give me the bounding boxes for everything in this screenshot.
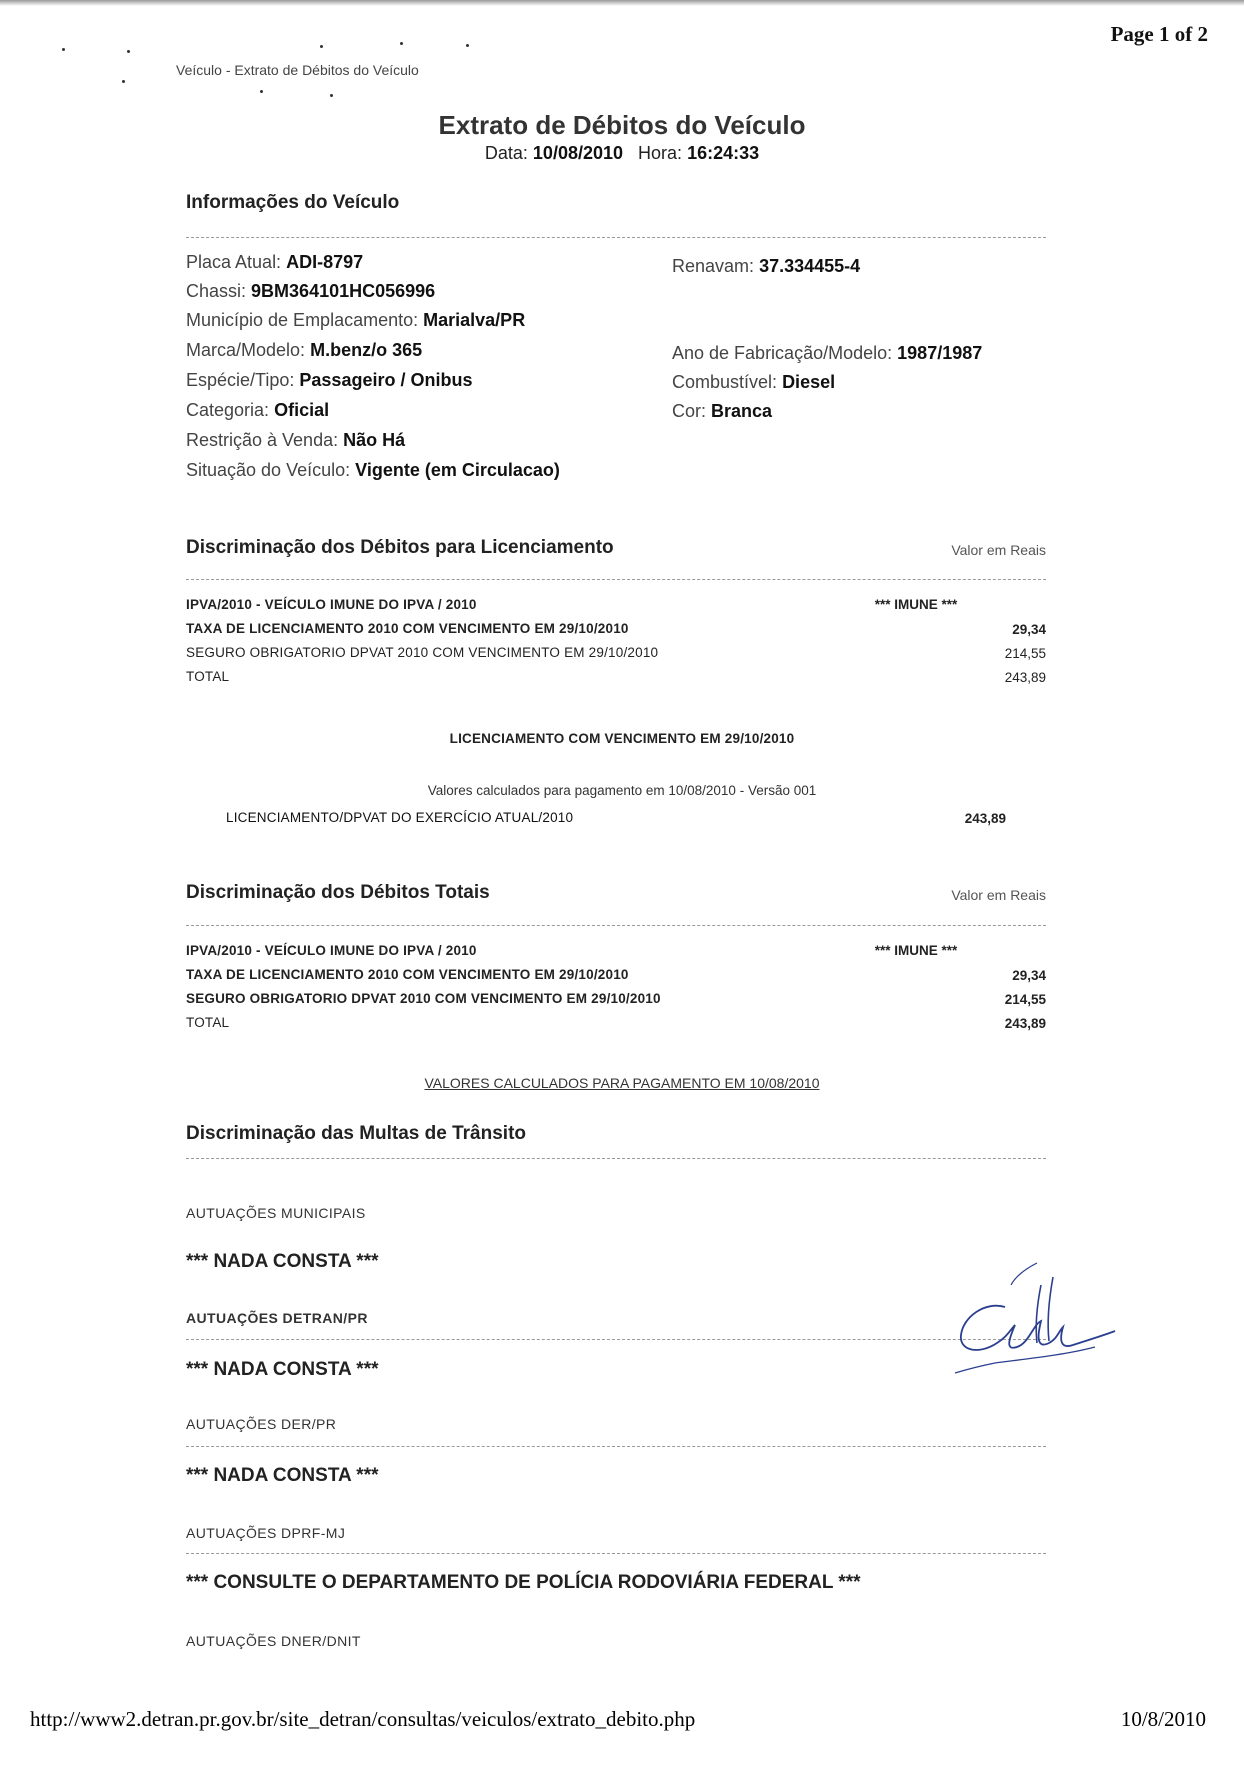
debit-row-value: 29,34 [1012,622,1046,637]
fines-group-status: *** NADA CONSTA *** [186,1465,379,1486]
debit-row-value: 214,55 [1004,992,1046,1007]
debit-row-desc: IPVA/2010 - VEÍCULO IMUNE DO IPVA / 2010 [186,597,477,612]
debit-row-desc: SEGURO OBRIGATORIO DPVAT 2010 COM VENCIMENTO EM 29/10/2010 [186,645,659,660]
licensing-section-title: Discriminação dos Débitos para Licenciamento [186,537,614,558]
vehicle-field-fuel: Combustível: Diesel [672,372,836,392]
divider [186,237,1046,238]
debit-row-desc: TAXA DE LICENCIAMENTO 2010 COM VENCIMENTO EM 29/10/2010 [186,967,629,982]
fines-group-head: AUTUAÇÕES DPRF-MJ [186,1525,346,1541]
vehicle-field-model: Marca/Modelo: M.benz/o 365 [186,340,423,360]
fines-group-head: AUTUAÇÕES DER/PR [186,1416,337,1432]
timestamp [0,143,1244,164]
vehicle-field-chassis: Chassi: 9BM364101HC056996 [186,281,436,301]
fines-group-status: *** CONSULTE O DEPARTAMENTO DE POLÍCIA RODOVIÁRIA FEDERAL *** [186,1572,861,1593]
debit-row-desc: TOTAL [186,1015,230,1030]
exercise-value: 243,89 [964,811,1006,826]
divider [186,925,1046,926]
fines-group-status: *** NADA CONSTA *** [186,1251,379,1272]
debit-row-value: 214,55 [1004,646,1046,661]
fines-group-head: AUTUAÇÕES DNER/DNIT [186,1633,361,1649]
fines-group-head: AUTUAÇÕES DETRAN/PR [186,1310,368,1326]
debit-row-value: *** IMUNE *** [874,943,958,958]
page-title: Extrato de Débitos do Veículo [438,110,806,140]
calc-link[interactable]: VALORES CALCULADOS PARA PAGAMENTO EM 10/08/2010 [424,1075,820,1091]
divider [186,1446,1046,1447]
scan-edge [0,0,1244,6]
footer-url[interactable]: http://www2.detran.pr.gov.br/site_detran/consultas/veiculos/extrato_debito.php [30,1707,696,1731]
vehicle-field-category: Categoria: Oficial [186,400,330,420]
exercise-label: LICENCIAMENTO/DPVAT DO EXERCÍCIO ATUAL/2010 [226,810,574,825]
vehicle-field-year: Ano de Fabricação/Modelo: 1987/1987 [672,343,983,363]
licensing-due-line: LICENCIAMENTO COM VENCIMENTO EM 29/10/2010 [449,731,795,746]
vehicle-field-plate: Placa Atual: ADI-8797 [186,252,364,272]
footer-date: 10/8/2010 [1120,1707,1206,1731]
time-label: Hora: [638,143,683,163]
divider [186,1553,1046,1554]
fines-group-head: AUTUAÇÕES MUNICIPAIS [186,1205,366,1221]
date-value: 10/08/2010 [532,143,624,163]
vehicle-field-color: Cor: Branca [672,401,773,421]
currency-note: Valor em Reais [951,542,1046,558]
calc-note: Valores calculados para pagamento em 10/08/2010 - Versão 001 [427,783,817,798]
date-label: Data: [484,143,528,163]
debit-row-desc: SEGURO OBRIGATORIO DPVAT 2010 COM VENCIMENTO EM 29/10/2010 [186,991,661,1006]
debit-row-desc: IPVA/2010 - VEÍCULO IMUNE DO IPVA / 2010 [186,943,477,958]
vehicle-section-title: Informações do Veículo [186,192,400,213]
totals-section-title: Discriminação dos Débitos Totais [186,882,490,903]
vehicle-field-municipality: Município de Emplacamento: Marialva/PR [186,310,526,330]
divider [186,1158,1046,1159]
currency-note: Valor em Reais [951,887,1046,903]
fines-group-status: *** NADA CONSTA *** [186,1359,379,1380]
handwritten-signature [945,1255,1125,1385]
divider [186,579,1046,580]
vehicle-field-renavam: Renavam: 37.334455-4 [672,256,861,276]
vehicle-field-status: Situação do Veículo: Vigente (em Circulacao) [186,460,560,480]
fines-section-title: Discriminação das Multas de Trânsito [186,1123,526,1144]
debit-row-value: 29,34 [1012,968,1046,983]
divider [186,1339,1046,1340]
debit-row-value: 243,89 [1004,670,1046,685]
debit-row-value: 243,89 [1004,1016,1046,1031]
vehicle-field-type: Espécie/Tipo: Passageiro / Onibus [186,370,473,390]
debit-row-desc: TOTAL [186,669,230,684]
debit-row-desc: TAXA DE LICENCIAMENTO 2010 COM VENCIMENTO EM 29/10/2010 [186,621,629,636]
vehicle-field-restriction: Restrição à Venda: Não Há [186,430,406,450]
debit-row-value: *** IMUNE *** [874,597,958,612]
page-indicator: Page 1 of 2 [1110,22,1208,46]
breadcrumb[interactable]: Veículo - Extrato de Débitos do Veículo [176,62,419,78]
time-value: 16:24:33 [687,143,760,163]
